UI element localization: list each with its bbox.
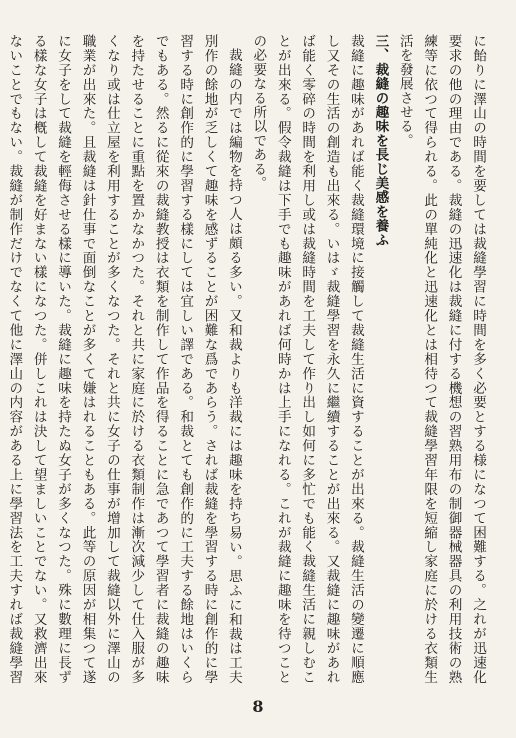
paragraph: 裁縫の内では編物を持つ人は頗る多い。又和裁よりも洋裁には趣味を持ち易い。思ふに和裁は工夫別作の餘地が乏しくて趣味を感ずることが困難な爲であらう。されば裁縫を學習する時に創作的に學習する時に創作的に學習する樣にしては宜しい譯である。和裁とても創作的に工夫する餘地はいくらでもある。然るに從來の裁縫教授は衣類を制作して作品を得ることに急であつて學習者に裁縫の趣味を持たせることに重點を置かなかつた。それと共に家庭に於ける衣類制作は漸次減少して仕入服が多くなり或は仕立屋を利用することが多くなつた。それと共に女子の仕事が增加して裁縫以外に澤山の職業が出來た。且裁縫は針仕事で面倒なことが多くて嫌はれることもある。此等の原因が相集つて遂に女子をして裁縫を輕侮させる樣に導いた。裁縫に趣味を持たぬ女子が多くなつた。殊に數理に長ずる樣な女子は槪して裁縫を好まない樣になつた。併しこれは決して望ましいことでない。又救濟出來ないことでもない。裁縫が制作だけでなくて他に澤山の内容がある上に學習法を工夫すれば裁縫學習 <box>6 34 242 684</box>
section-heading: 三、裁縫の趣味を長じ美感を養ふ <box>372 34 389 247</box>
paragraph-continuation: に飴りに澤山の時間を要しては裁縫學習に時間を多く必要とする様になつて困難する。之れが迅速化要求の他の理由である。裁縫の迅速化は裁縫に付する機想の習熟用布の制御器械器具の利用技術の熟練等に依つて得られる。此の單純化と迅速化とは相待つて裁縫學習年限を短縮し家庭に於ける衣類生活を發展させる。 <box>396 34 486 684</box>
page-number: 8 <box>252 697 264 716</box>
paragraph: 裁縫に趣味があれば能く裁縫環境に接觸して裁縫生活に資することが出來る。裁縫生活の變遷に順應し又その生活の創造も出來る。いはゞ裁縫學習を永久に繼續することが出來る。又裁縫に趣味があれば能く零碎の時間を利用し或は裁縫時間を工夫して作り出し如何に多忙でも能く裁縫生活に親しむことが出來る。假令裁縫は下手でも趣味があれば何時かは上手になれる。これが裁縫に趣味を待つことの必要なる所以である。 <box>250 34 364 684</box>
vertical-text-body <box>6 34 490 684</box>
